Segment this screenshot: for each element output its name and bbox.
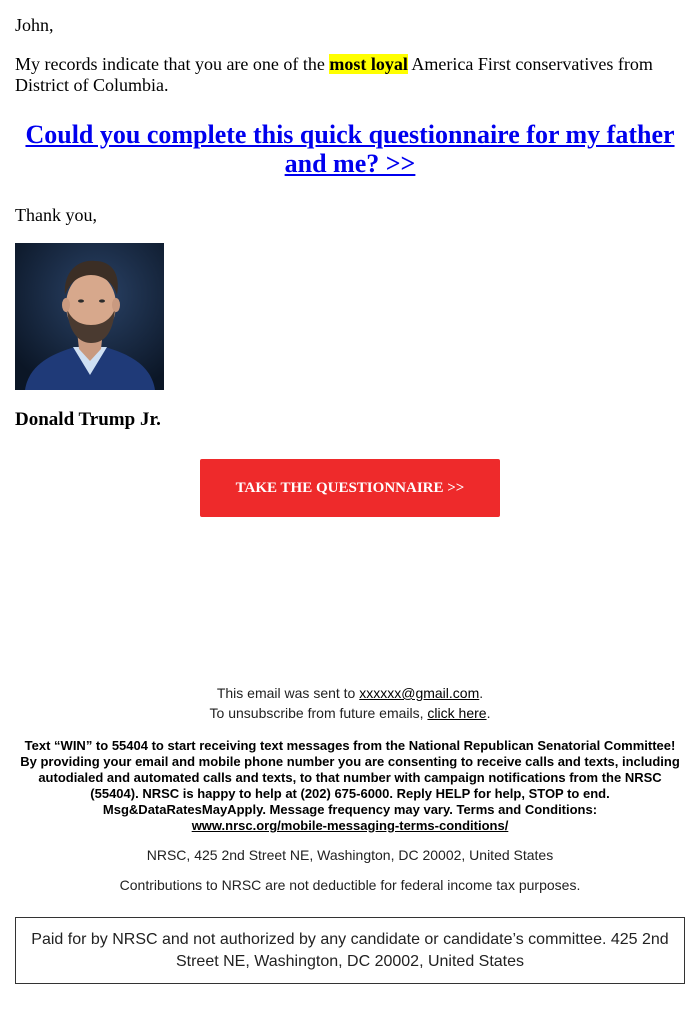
sms-disclaimer <box>15 738 685 834</box>
closing-text: Thank you, <box>15 205 97 225</box>
headline <box>10 120 690 178</box>
sms-disclaimer-text: Text “WIN” to 55404 to start receiving text messages from the National Republican Senatorial Committee! By providing your email and mobile phone number you are consenting to receive calls and texts, including autodialed and automated calls and texts, to that number with campaign notifications from the NRSC (55404). NRSC is happy to help at (202) 675-6000. Reply HELP for help, STOP to end. Msg&DataRatesMayApply. Message frequency may vary. Terms and Conditions: <box>20 738 680 817</box>
sender-photo <box>15 243 164 390</box>
questionnaire-headline-link[interactable]: Could you complete this quick questionnaire for my father and me? >> <box>25 120 675 178</box>
sent-to-suffix: . <box>479 685 484 701</box>
portrait-illustration <box>15 243 164 390</box>
recipient-email-link[interactable]: xxxxxx@gmail.com <box>359 685 480 701</box>
paid-for-disclaimer: Paid for by NRSC and not authorized by any candidate or candidate’s committee. 425 2nd Street NE, Washington, DC 20002, United States <box>15 917 685 984</box>
unsubscribe-suffix: . <box>486 705 491 721</box>
intro-paragraph <box>15 54 690 96</box>
take-questionnaire-button[interactable]: TAKE THE QUESTIONNAIRE >> <box>200 459 500 517</box>
sms-terms-link[interactable]: www.nrsc.org/mobile-messaging-terms-conditions/ <box>191 818 509 833</box>
unsubscribe-prefix: To unsubscribe from future emails, <box>209 705 428 721</box>
intro-text-before: My records indicate that you are one of the <box>15 54 330 74</box>
highlighted-text: most loyal <box>329 54 408 74</box>
sent-to-prefix: This email was sent to <box>216 685 360 701</box>
intro-text-after: America First conservatives from District of Columbia. <box>15 54 653 95</box>
unsubscribe-notice <box>15 705 685 722</box>
mailing-address: NRSC, 425 2nd Street NE, Washington, DC 20002, United States <box>146 847 554 863</box>
greeting: John, <box>15 15 54 35</box>
signature-name: Donald Trump Jr. <box>15 409 161 430</box>
unsubscribe-link[interactable]: click here <box>427 705 487 721</box>
contributions-notice: Contributions to NRSC are not deductible for federal income tax purposes. <box>119 877 581 893</box>
sent-to-notice <box>15 685 685 702</box>
